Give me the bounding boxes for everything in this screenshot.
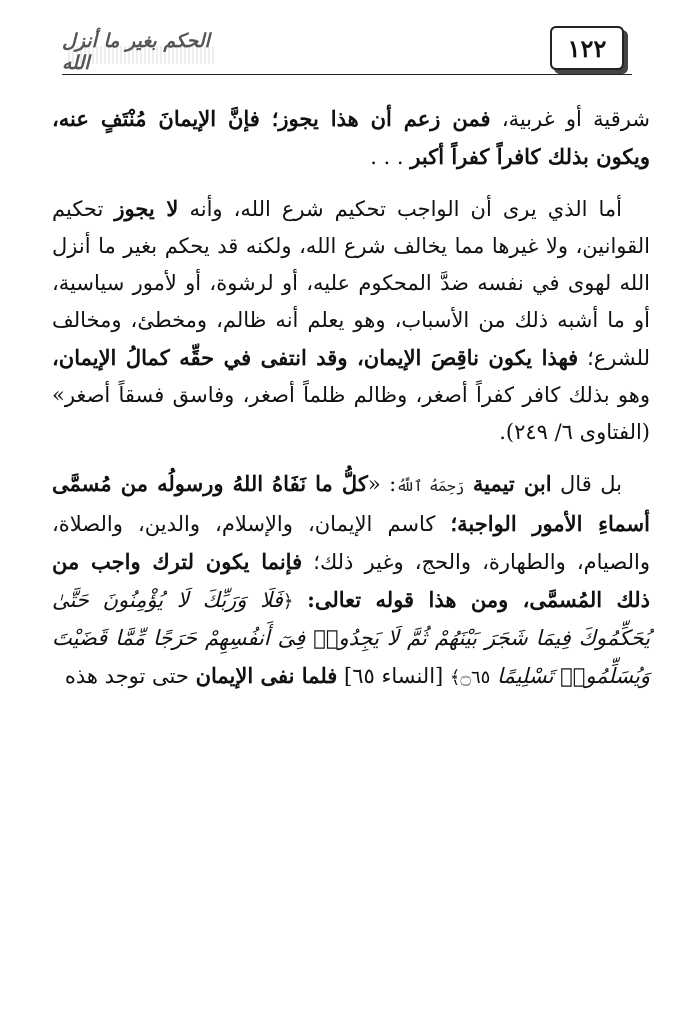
p3-text-1: بل قال (560, 472, 622, 496)
quran-verse: فَلَا وَرَبِّكَ لَا يُؤْمِنُونَ حَتَّىٰ يُحَكِّمُوكَ فِيمَا شَجَرَ بَيْنَهُمْ ثُمَّ لَا يَجِدُوا۟ فِىٓ أَنفُسِهِمْ حَرَجًا مِّمَّا قَضَيْتَ وَيُسَلِّمُوا۟ تَسْلِيمًا (52, 588, 650, 688)
p3-bold-4: فلما نفى الإيمان (195, 663, 338, 688)
quran-bracket-close: ﴾ (449, 667, 461, 688)
page-number-box: ١٢٢ (550, 26, 624, 70)
paragraph-3 (52, 465, 650, 696)
p2-bold-2: فهذا يكون ناقِصَ الإيمان، وقد انتفى في حقِّه كمالُ الإيمان، (52, 345, 579, 370)
page-header (62, 24, 632, 80)
p2-text-1: أما الذي يرى أن الواجب تحكيم شرع الله، وأنه (189, 197, 622, 221)
p3-text-2: : « (367, 472, 397, 496)
header-rule (62, 74, 632, 75)
p2-text-2: تحكيم القوانين، ولا غيرها مما يخالف شرع الله، ولكنه قد يحكم بغير ما أنزل الله لهوى في نفسه ضدَّ المحكوم عليه، أو لرشوة، أو لأمور سياسية، أو ما أشبه ذلك من الأسباب، وهو يعلم أنه ظالم، ومخطئ، ومخالف للشرع؛ (52, 197, 650, 370)
p3-bold-3: فإنما يكون لترك واجب من ذلك المُسمَّى، ومن هذا قوله تعالى: (52, 549, 650, 612)
paragraph-1 (52, 100, 650, 176)
quran-bracket-open: ﴿ (282, 591, 294, 612)
honorific-glyph: رَحِمَهُ ٱللَّهُ (396, 477, 465, 495)
p1-bold-1: فمن زعم أن هذا يجوز؛ فإنَّ الإيمانَ مُنْتَفٍ عنه، ويكون بذلك كافراً كفراً أكبر (52, 106, 650, 169)
p2-bold-1: لا يجوز (114, 196, 179, 221)
ayah-number-icon: ۝٦٥ (460, 667, 491, 688)
page-body (52, 100, 650, 696)
p3-bold-2: كلُّ ما نَفَاهُ اللهُ ورسولُه من مُسمَّى أسماءِ الأمور الواجبة؛ (52, 471, 650, 536)
p3-text-4: حتى توجد هذه (64, 664, 189, 688)
p2-text-3: وهو بذلك كافر كفراً أصغر، وظالم ظلماً أصغر، وفاسق فسقاً أصغر» (الفتاوى ٦/ ٢٤٩). (52, 383, 650, 444)
book-title-calligraphy: الحكم بغير ما أنزل الله (62, 34, 222, 70)
p1-text-1: شرقية أو غربية، (501, 107, 650, 131)
p3-bold-1: ابن تيمية (472, 471, 552, 496)
p1-text-2: . . . (370, 145, 404, 169)
p3-text-3: كاسم الإيمان، والإسلام، والدين، والصلاة، والصيام، والطهارة، والحج، وغير ذلك؛ (52, 512, 650, 574)
verse-reference: [النساء ٦٥] (344, 664, 444, 688)
paragraph-2 (52, 190, 650, 451)
